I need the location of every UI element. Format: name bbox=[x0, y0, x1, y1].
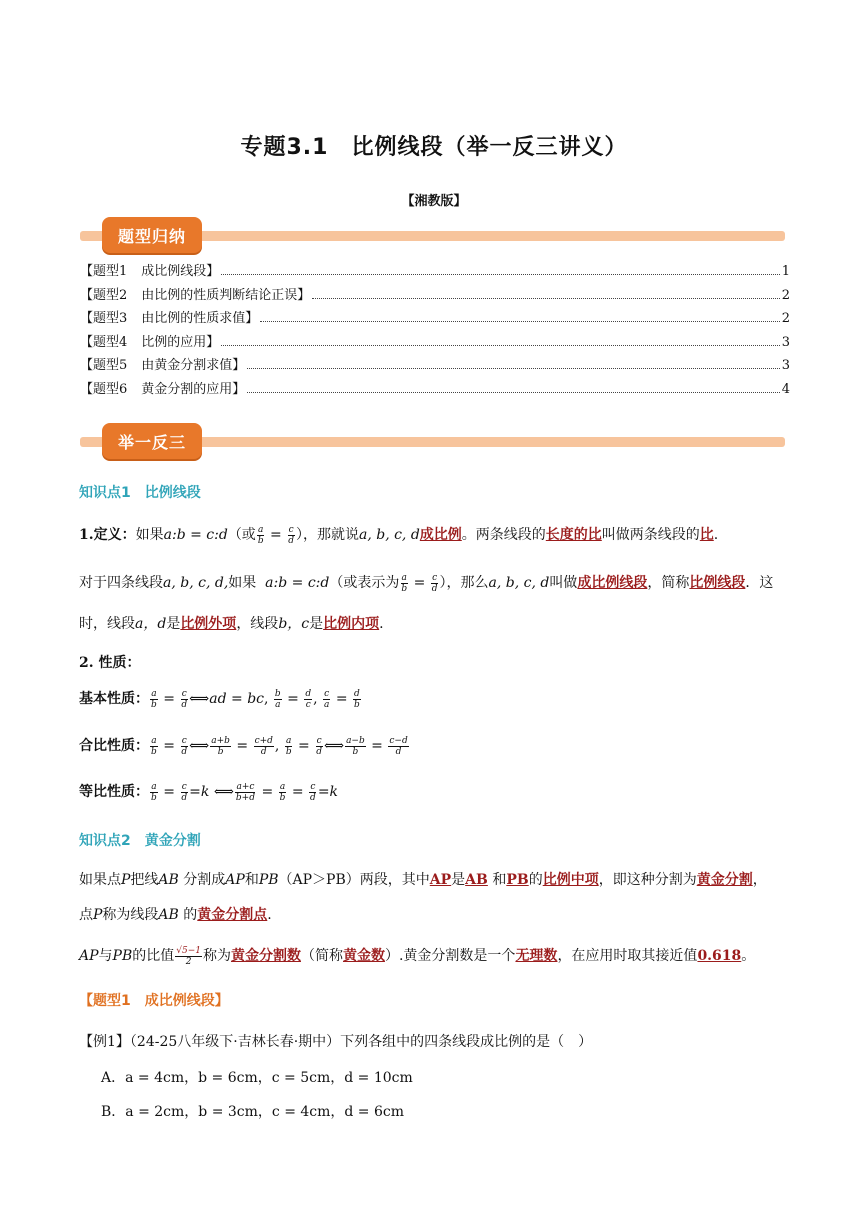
toc-title: 由比例的性质求值】 bbox=[141, 311, 259, 326]
toc-leader bbox=[247, 367, 779, 369]
toc-leader bbox=[221, 273, 779, 275]
keyword: 比 bbox=[699, 527, 714, 543]
fraction: $\frac{c}{d}$ bbox=[288, 524, 294, 546]
sum-property: 合比性质： $\frac{a}{b}$ = $\frac{c}{d}$ ⟺ $\frac{a+b}{b}$ = $\frac{c+d}{d}$ , $\frac{a}{b}$ = $\frac{c}{d}$ ⟺ $\frac{a-b}{b}$ = $\frac{c-d}{d}$ bbox=[79, 735, 408, 757]
table-of-contents bbox=[80, 260, 790, 401]
toc-item[interactable] bbox=[80, 307, 790, 331]
topic-1-heading: 【题型1 成比例线段】 bbox=[79, 993, 229, 1009]
toc-page: 3 bbox=[781, 334, 790, 350]
toc-title: 由黄金分割求值】 bbox=[141, 358, 246, 373]
toc-item[interactable] bbox=[80, 331, 790, 355]
toc-code: 【题型5 bbox=[80, 358, 128, 373]
keyword: 成比例线段 bbox=[577, 575, 648, 591]
fraction: $\frac{a}{b}$ bbox=[401, 572, 408, 594]
toc-code: 【题型4 bbox=[80, 334, 128, 350]
equal-ratio-property: 等比性质： $\frac{a}{b}$ = $\frac{c}{d}$ =k ⟺ $\frac{a+c}{b+d}$ = $\frac{a}{b}$ = $\frac{c}{d}$ =k bbox=[79, 781, 339, 803]
page-title: 专题3.1 比例线段（举一反三讲义） bbox=[240, 135, 628, 160]
toc-title: 黄金分割的应用】 bbox=[141, 381, 246, 397]
toc-leader bbox=[247, 391, 779, 393]
keyword: 比例内项 bbox=[323, 616, 380, 632]
toc-title: 由比例的性质判断结论正误】 bbox=[141, 287, 311, 303]
toc-code: 【题型2 bbox=[80, 287, 128, 303]
toc-title: 比例的应用】 bbox=[141, 334, 220, 350]
golden-line-2: 点P称为线段AB 的黄金分割点. bbox=[79, 907, 272, 923]
toc-code: 【题型1 bbox=[80, 264, 128, 279]
toc-code: 【题型6 bbox=[80, 381, 128, 397]
keyword: 成比例 bbox=[419, 527, 462, 543]
toc-title: 成比例线段】 bbox=[141, 264, 220, 279]
definition-line-3: 时，线段a，d是比例外项，线段b，c是比例内项. bbox=[79, 616, 384, 632]
knowledge-point-1-heading: 知识点1 比例线段 bbox=[79, 485, 201, 501]
toc-leader bbox=[312, 297, 779, 299]
practice-banner bbox=[80, 423, 785, 463]
option-b[interactable]: B．a = 2cm，b = 3cm，c = 4cm，d = 6cm bbox=[101, 1104, 405, 1120]
keyword: 长度的比 bbox=[545, 527, 602, 543]
toc-leader bbox=[221, 344, 779, 346]
edition-label: 【湘教版】 bbox=[401, 194, 467, 209]
golden-line-3: AP与PB的比值 $\frac{√5-1}{2}$ 称为黄金分割数（简称黄金数）.黄金分割数是一个无理数，在应用时取其接近值0.618。 bbox=[79, 945, 756, 967]
toc-code: 【题型3 bbox=[80, 311, 128, 326]
example-1: 【例1】（24-25八年级下·吉林长春·期中）下列各组中的四条线段成比例的是（ ） bbox=[79, 1034, 593, 1050]
golden-line-1: 如果点P把线AB 分割成AP和PB（AP＞PB）两段，其中AP是AB 和PB的比例中项，即这种分割为黄金分割， bbox=[79, 872, 767, 888]
property-heading: 2. 性质： bbox=[79, 655, 141, 671]
toc-item[interactable] bbox=[80, 284, 790, 308]
summary-banner-label: 题型归纳 bbox=[102, 217, 202, 253]
toc-page: 2 bbox=[781, 287, 790, 303]
toc-page: 3 bbox=[781, 358, 790, 373]
keyword: 比例外项 bbox=[180, 616, 237, 632]
definition-line-2: 对于四条线段a, b, c, d,如果 a:b = c:d（或表示为 $\frac{a}{b}$ = $\frac{c}{d}$ ），那么a, b, c, d叫做成比例线段，简称比例线段．这 bbox=[79, 572, 774, 594]
toc-leader bbox=[260, 320, 779, 322]
fraction: $\frac{√5-1}{2}$ bbox=[176, 945, 201, 967]
toc-page: 4 bbox=[781, 381, 790, 397]
fraction: $\frac{a}{b}$ bbox=[257, 524, 264, 546]
option-a[interactable]: A．a = 4cm，b = 6cm，c = 5cm，d = 10cm bbox=[101, 1070, 413, 1086]
keyword: 比例线段 bbox=[689, 575, 746, 591]
toc-item[interactable] bbox=[80, 378, 790, 402]
knowledge-point-2-heading: 知识点2 黄金分割 bbox=[79, 833, 201, 849]
basic-property: 基本性质： $\frac{a}{b}$ = $\frac{c}{d}$ ⟺ad = bc, $\frac{b}{a}$ = $\frac{d}{c}$ , $\frac{c}{a}$ = $\frac{d}{b}$ bbox=[79, 688, 360, 710]
summary-banner bbox=[80, 217, 785, 257]
toc-page: 1 bbox=[781, 264, 790, 279]
toc-page: 2 bbox=[781, 311, 790, 326]
toc-item[interactable] bbox=[80, 354, 790, 378]
fraction: $\frac{c}{d}$ bbox=[431, 572, 438, 594]
practice-banner-label: 举一反三 bbox=[102, 423, 202, 459]
toc-item[interactable] bbox=[80, 260, 790, 284]
definition-line-1: 1.定义：如果a:b = c:d（或 $\frac{a}{b}$ = $\frac{c}{d}$ ），那就说a, b, c, d成比例。两条线段的长度的比叫做两条线段的比. bbox=[79, 524, 719, 546]
